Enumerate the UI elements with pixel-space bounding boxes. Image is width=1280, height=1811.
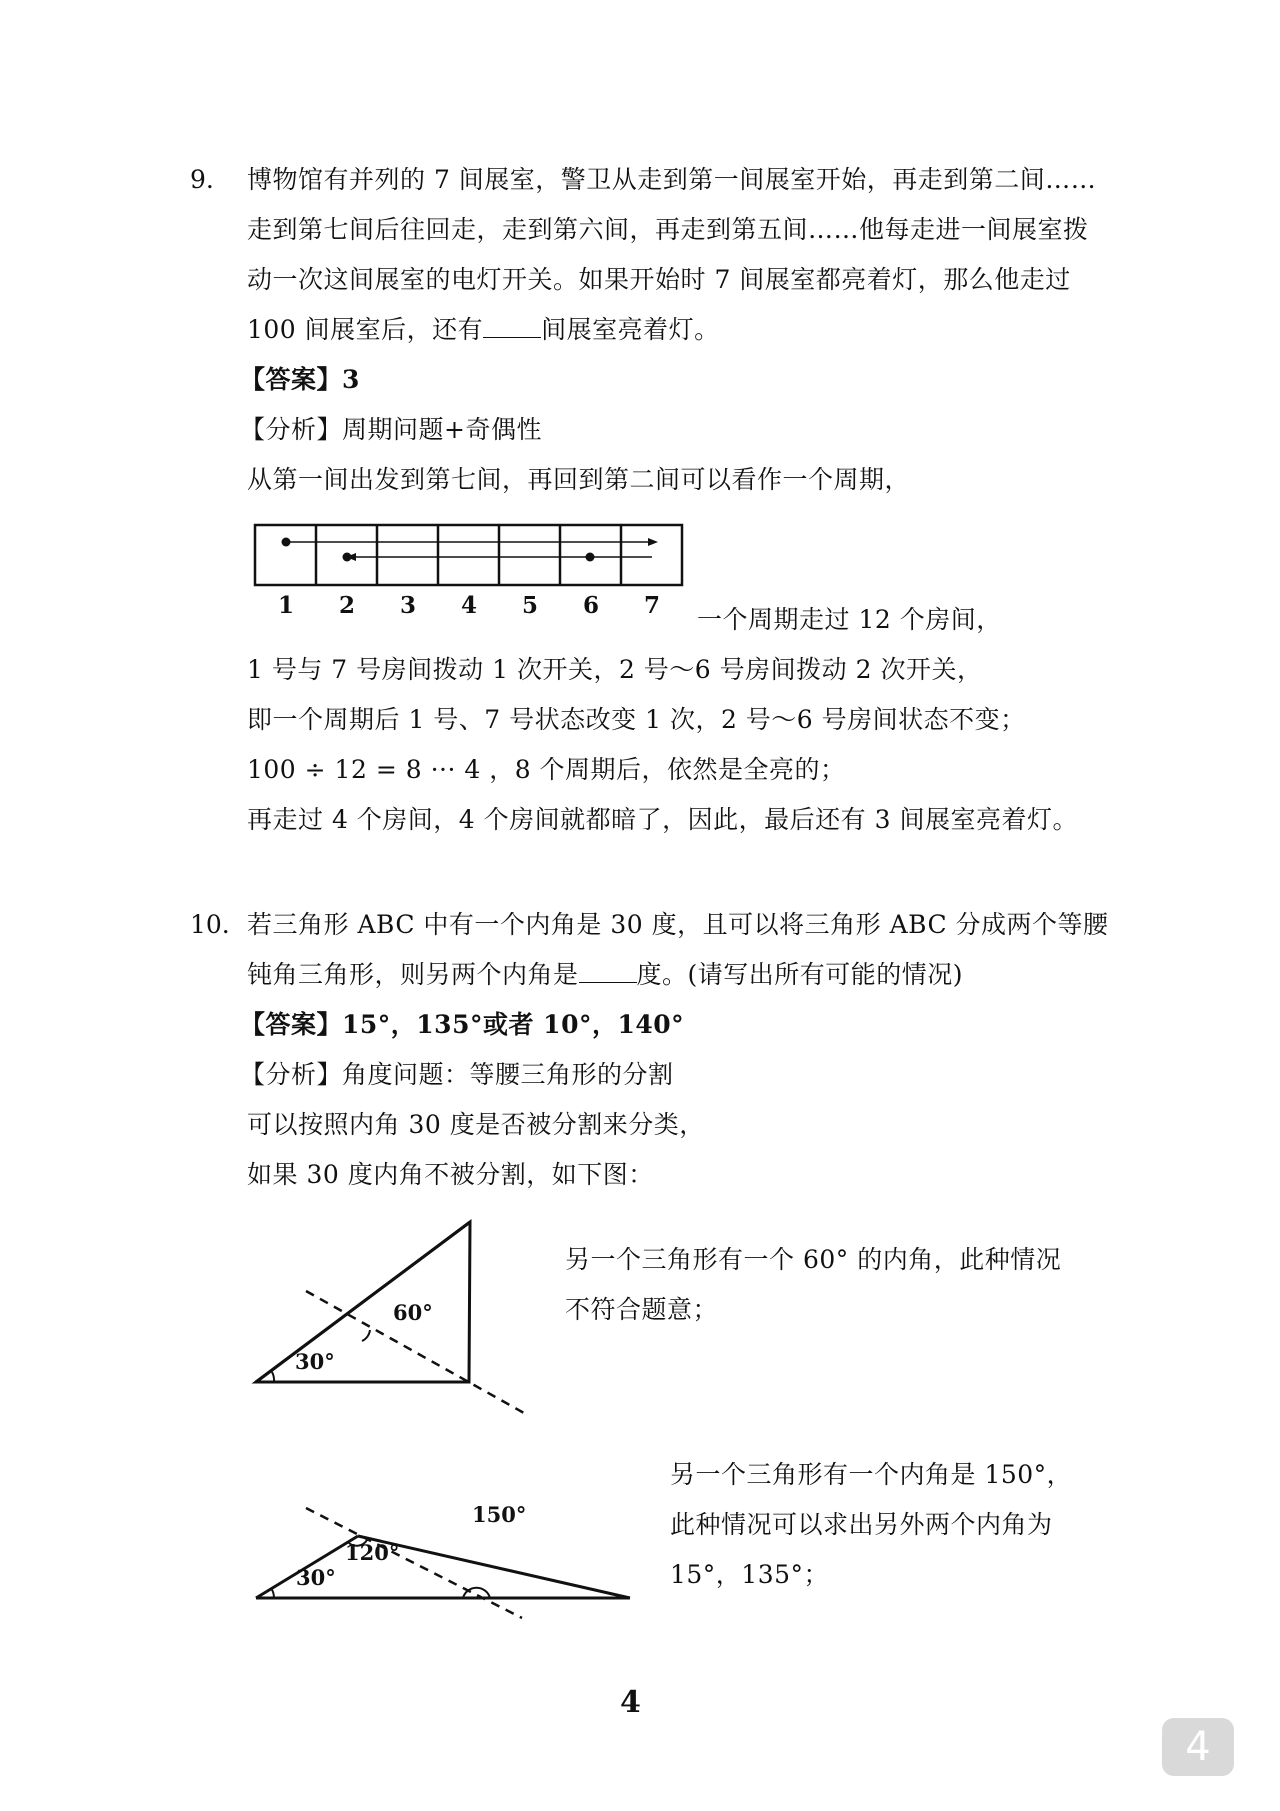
question-10-analysis-title: 【分析】角度问题：等腰三角形的分割 (240, 1060, 674, 1089)
question-10-line-1: 若三角形 ABC 中有一个内角是 30 度，且可以将三角形 ABC 分成两个等腰 (247, 910, 1109, 939)
figure-1-note-line-1: 另一个三角形有一个 60° 的内角，此种情况 (565, 1245, 1062, 1274)
figure-1-note-line-2: 不符合题意； (565, 1295, 719, 1324)
question-9-cycle-rooms: 一个周期走过 12 个房间， (697, 605, 1002, 634)
room-label-7: 7 (643, 592, 660, 619)
question-9-line-1: 博物馆有并列的 7 间展室，警卫从走到第一间展室开始，再走到第二间…… (247, 165, 1097, 194)
figure-2-note-line-2: 此种情况可以求出另外两个内角为 (670, 1510, 1053, 1539)
triangle-figure-2 (250, 1470, 650, 1620)
room-cycle-diagram (250, 520, 690, 590)
question-10-line-2-after: 度。(请写出所有可能的情况) (636, 960, 964, 989)
figure-2-note-line-1: 另一个三角形有一个内角是 150°， (670, 1460, 1073, 1489)
question-9-step-3: 即一个周期后 1 号、7 号状态改变 1 次，2 号～6 号房间状态不变； (247, 705, 1026, 734)
page-number: 4 (620, 1685, 641, 1720)
question-9-step-2: 1 号与 7 号房间拨动 1 次开关，2 号～6 号房间拨动 2 次开关， (247, 655, 983, 684)
question-10-step-1: 可以按照内角 30 度是否被分割来分类， (247, 1110, 705, 1139)
question-9-step-4: 100 ÷ 12 = 8 ··· 4 ，8 个周期后，依然是全亮的； (247, 755, 846, 784)
question-9-line-4-before: 100 间展室后，还有 (247, 315, 484, 344)
answer-blank (579, 960, 637, 983)
question-9-answer: 【答案】3 (240, 365, 360, 394)
angle-label-120: 120° (345, 1540, 400, 1565)
room-label-1: 1 (277, 592, 294, 619)
question-9-number: 9. (190, 165, 214, 194)
question-9-line-3: 动一次这间展室的电灯开关。如果开始时 7 间展室都亮着灯，那么他走过 (247, 265, 1071, 294)
question-9-line-2: 走到第七间后往回走，走到第六间，再走到第五间……他每走进一间展室拨 (247, 215, 1089, 244)
figure-2-note-line-3: 15°，135°； (670, 1560, 830, 1589)
question-10-number: 10. (190, 910, 230, 939)
question-9-step-5: 再走过 4 个房间，4 个房间就都暗了，因此，最后还有 3 间展室亮着灯。 (247, 805, 1078, 834)
room-label-4: 4 (460, 592, 477, 619)
page-indicator-badge[interactable]: 4 (1162, 1718, 1234, 1776)
room-label-3: 3 (399, 592, 416, 619)
question-9-line-4 (247, 315, 720, 345)
question-10-step-2: 如果 30 度内角不被分割，如下图： (247, 1160, 654, 1189)
room-label-5: 5 (521, 592, 538, 619)
question-9-step-1: 从第一间出发到第七间，再回到第二间可以看作一个周期， (247, 465, 911, 494)
question-10-line-2-before: 钝角三角形，则另两个内角是 (247, 960, 579, 989)
room-label-6: 6 (582, 592, 599, 619)
room-label-2: 2 (338, 592, 355, 619)
question-9-analysis-title: 【分析】周期问题+奇偶性 (240, 415, 542, 444)
angle-label-30-fig2: 30° (296, 1565, 336, 1590)
question-10-answer: 【答案】15°，135°或者 10°，140° (240, 1010, 685, 1039)
angle-label-30: 30° (295, 1349, 335, 1374)
angle-label-150: 150° (472, 1502, 527, 1527)
question-9-line-4-after: 间展室亮着灯。 (541, 315, 720, 344)
question-10-line-2 (247, 960, 963, 990)
answer-blank (483, 315, 541, 338)
angle-label-60: 60° (393, 1300, 433, 1325)
